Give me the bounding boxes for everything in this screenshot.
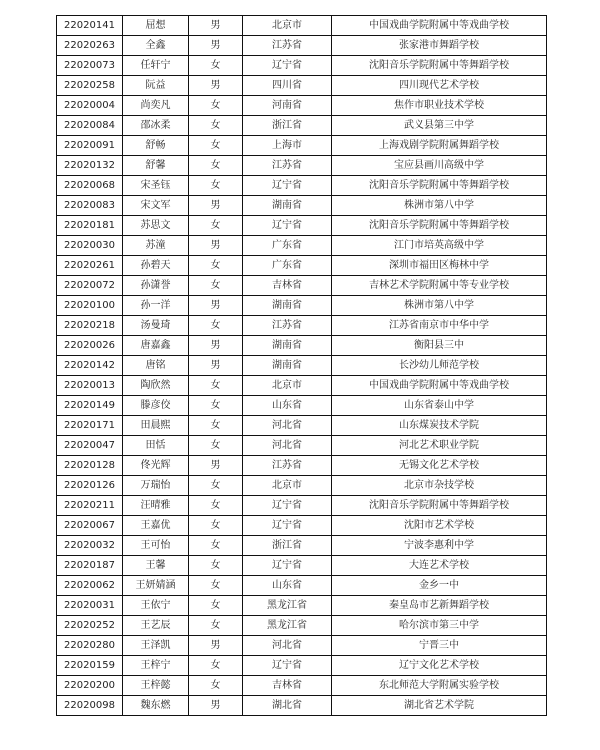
school-cell: 宁晋三中 (332, 636, 547, 656)
gender-cell: 男 (189, 456, 243, 476)
school-cell: 深圳市福田区梅林中学 (332, 256, 547, 276)
student-id-cell: 22020062 (57, 576, 123, 596)
gender-cell: 女 (189, 496, 243, 516)
student-id-cell: 22020031 (57, 596, 123, 616)
table-row (57, 56, 547, 76)
student-id-cell: 22020084 (57, 116, 123, 136)
student-id-cell: 22020004 (57, 96, 123, 116)
name-cell: 魏东燃 (123, 696, 189, 716)
name-cell: 滕彦佼 (123, 396, 189, 416)
table-row (57, 336, 547, 356)
student-id-cell: 22020261 (57, 256, 123, 276)
table-row (57, 536, 547, 556)
name-cell: 宋文军 (123, 196, 189, 216)
name-cell: 王依宁 (123, 596, 189, 616)
province-cell: 北京市 (243, 376, 332, 396)
school-cell: 四川现代艺术学校 (332, 76, 547, 96)
school-cell: 衡阳县三中 (332, 336, 547, 356)
gender-cell: 男 (189, 296, 243, 316)
student-id-cell: 22020100 (57, 296, 123, 316)
table-row (57, 516, 547, 536)
province-cell: 江苏省 (243, 456, 332, 476)
province-cell: 辽宁省 (243, 496, 332, 516)
name-cell: 陶欣然 (123, 376, 189, 396)
school-cell: 无锡文化艺术学校 (332, 456, 547, 476)
school-cell: 北京市杂技学校 (332, 476, 547, 496)
school-cell: 金乡一中 (332, 576, 547, 596)
school-cell: 秦皇岛市艺新舞蹈学校 (332, 596, 547, 616)
province-cell: 吉林省 (243, 276, 332, 296)
table-row (57, 456, 547, 476)
student-id-cell: 22020280 (57, 636, 123, 656)
school-cell: 大连艺术学校 (332, 556, 547, 576)
gender-cell: 女 (189, 396, 243, 416)
school-cell: 株洲市第八中学 (332, 196, 547, 216)
name-cell: 全鑫 (123, 36, 189, 56)
table-row (57, 156, 547, 176)
name-cell: 尚奕凡 (123, 96, 189, 116)
school-cell: 哈尔滨市第三中学 (332, 616, 547, 636)
table-row (57, 436, 547, 456)
province-cell: 辽宁省 (243, 176, 332, 196)
school-cell: 上海戏剧学院附属舞蹈学校 (332, 136, 547, 156)
student-id-cell: 22020026 (57, 336, 123, 356)
table-row (57, 116, 547, 136)
school-cell: 湖北省艺术学院 (332, 696, 547, 716)
province-cell: 上海市 (243, 136, 332, 156)
student-id-cell: 22020141 (57, 16, 123, 36)
province-cell: 河北省 (243, 416, 332, 436)
gender-cell: 女 (189, 376, 243, 396)
student-id-cell: 22020072 (57, 276, 123, 296)
school-cell: 中国戏曲学院附属中等戏曲学校 (332, 376, 547, 396)
name-cell: 王艺辰 (123, 616, 189, 636)
province-cell: 北京市 (243, 16, 332, 36)
table-row (57, 16, 547, 36)
school-cell: 辽宁文化艺术学校 (332, 656, 547, 676)
gender-cell: 男 (189, 636, 243, 656)
school-cell: 东北师范大学附属实验学校 (332, 676, 547, 696)
table-row (57, 416, 547, 436)
school-cell: 山东省泰山中学 (332, 396, 547, 416)
gender-cell: 男 (189, 336, 243, 356)
table-row (57, 496, 547, 516)
name-cell: 屈想 (123, 16, 189, 36)
province-cell: 河南省 (243, 96, 332, 116)
gender-cell: 女 (189, 536, 243, 556)
student-id-cell: 22020083 (57, 196, 123, 216)
student-id-cell: 22020098 (57, 696, 123, 716)
province-cell: 湖南省 (243, 336, 332, 356)
school-cell: 焦作市职业技术学校 (332, 96, 547, 116)
gender-cell: 女 (189, 556, 243, 576)
gender-cell: 男 (189, 36, 243, 56)
school-cell: 沈阳音乐学院附属中等舞蹈学校 (332, 496, 547, 516)
table-row (57, 216, 547, 236)
gender-cell: 女 (189, 216, 243, 236)
school-cell: 河北艺术职业学院 (332, 436, 547, 456)
gender-cell: 女 (189, 596, 243, 616)
school-cell: 沈阳音乐学院附属中等舞蹈学校 (332, 216, 547, 236)
gender-cell: 女 (189, 436, 243, 456)
school-cell: 江门市培英高级中学 (332, 236, 547, 256)
name-cell: 舒馨 (123, 156, 189, 176)
gender-cell: 女 (189, 476, 243, 496)
name-cell: 苏思文 (123, 216, 189, 236)
table-row (57, 276, 547, 296)
school-cell: 沈阳音乐学院附属中等舞蹈学校 (332, 56, 547, 76)
province-cell: 江苏省 (243, 36, 332, 56)
student-id-cell: 22020013 (57, 376, 123, 396)
province-cell: 湖北省 (243, 696, 332, 716)
gender-cell: 女 (189, 96, 243, 116)
name-cell: 万瑞怡 (123, 476, 189, 496)
province-cell: 四川省 (243, 76, 332, 96)
school-cell: 沈阳市艺术学校 (332, 516, 547, 536)
school-cell: 宝应县画川高级中学 (332, 156, 547, 176)
table-row (57, 176, 547, 196)
student-id-cell: 22020091 (57, 136, 123, 156)
name-cell: 王馨 (123, 556, 189, 576)
table-row (57, 636, 547, 656)
province-cell: 浙江省 (243, 116, 332, 136)
name-cell: 孙碧天 (123, 256, 189, 276)
province-cell: 吉林省 (243, 676, 332, 696)
table-row (57, 396, 547, 416)
table-row (57, 76, 547, 96)
gender-cell: 女 (189, 416, 243, 436)
school-cell: 张家港市舞蹈学校 (332, 36, 547, 56)
school-cell: 宁波李惠利中学 (332, 536, 547, 556)
table-row (57, 196, 547, 216)
student-id-cell: 22020263 (57, 36, 123, 56)
name-cell: 王嘉优 (123, 516, 189, 536)
province-cell: 北京市 (243, 476, 332, 496)
province-cell: 江苏省 (243, 156, 332, 176)
student-id-cell: 22020073 (57, 56, 123, 76)
province-cell: 辽宁省 (243, 216, 332, 236)
student-id-cell: 22020159 (57, 656, 123, 676)
name-cell: 宋圣钰 (123, 176, 189, 196)
student-id-cell: 22020128 (57, 456, 123, 476)
gender-cell: 男 (189, 76, 243, 96)
school-cell: 长沙幼儿师范学校 (332, 356, 547, 376)
name-cell: 田恬 (123, 436, 189, 456)
province-cell: 河北省 (243, 436, 332, 456)
province-cell: 黑龙江省 (243, 616, 332, 636)
table-row (57, 376, 547, 396)
name-cell: 汪晴雅 (123, 496, 189, 516)
name-cell: 苏潼 (123, 236, 189, 256)
name-cell: 汤曼琦 (123, 316, 189, 336)
student-id-cell: 22020067 (57, 516, 123, 536)
table-row (57, 356, 547, 376)
table-row (57, 36, 547, 56)
table-row (57, 316, 547, 336)
name-cell: 王妍婧涵 (123, 576, 189, 596)
province-cell: 江苏省 (243, 316, 332, 336)
name-cell: 任轩宁 (123, 56, 189, 76)
student-id-cell: 22020126 (57, 476, 123, 496)
name-cell: 王梓懿 (123, 676, 189, 696)
gender-cell: 男 (189, 196, 243, 216)
province-cell: 辽宁省 (243, 556, 332, 576)
gender-cell: 女 (189, 276, 243, 296)
province-cell: 山东省 (243, 396, 332, 416)
table-row (57, 656, 547, 676)
province-cell: 广东省 (243, 236, 332, 256)
province-cell: 辽宁省 (243, 656, 332, 676)
name-cell: 唐铭 (123, 356, 189, 376)
school-cell: 株洲市第八中学 (332, 296, 547, 316)
student-id-cell: 22020252 (57, 616, 123, 636)
name-cell: 邵冰柔 (123, 116, 189, 136)
gender-cell: 女 (189, 616, 243, 636)
gender-cell: 女 (189, 516, 243, 536)
table-row (57, 556, 547, 576)
province-cell: 辽宁省 (243, 56, 332, 76)
table-row (57, 256, 547, 276)
table-row (57, 136, 547, 156)
province-cell: 河北省 (243, 636, 332, 656)
gender-cell: 男 (189, 696, 243, 716)
province-cell: 湖南省 (243, 196, 332, 216)
school-cell: 山东煤炭技术学院 (332, 416, 547, 436)
table-row (57, 696, 547, 716)
gender-cell: 男 (189, 356, 243, 376)
student-id-cell: 22020171 (57, 416, 123, 436)
table-row (57, 236, 547, 256)
student-id-cell: 22020032 (57, 536, 123, 556)
province-cell: 湖南省 (243, 296, 332, 316)
student-id-cell: 22020258 (57, 76, 123, 96)
table-row (57, 676, 547, 696)
student-id-cell: 22020142 (57, 356, 123, 376)
gender-cell: 女 (189, 136, 243, 156)
gender-cell: 女 (189, 176, 243, 196)
gender-cell: 女 (189, 676, 243, 696)
school-cell: 吉林艺术学院附属中等专业学校 (332, 276, 547, 296)
gender-cell: 男 (189, 16, 243, 36)
student-id-cell: 22020149 (57, 396, 123, 416)
student-id-cell: 22020218 (57, 316, 123, 336)
student-id-cell: 22020200 (57, 676, 123, 696)
gender-cell: 女 (189, 116, 243, 136)
student-list-table (56, 15, 547, 716)
gender-cell: 女 (189, 316, 243, 336)
table-row (57, 96, 547, 116)
name-cell: 舒畅 (123, 136, 189, 156)
table-row (57, 596, 547, 616)
table-body (57, 16, 547, 716)
name-cell: 唐嘉鑫 (123, 336, 189, 356)
table-row (57, 576, 547, 596)
gender-cell: 女 (189, 256, 243, 276)
student-id-cell: 22020211 (57, 496, 123, 516)
province-cell: 山东省 (243, 576, 332, 596)
name-cell: 王梓宁 (123, 656, 189, 676)
student-id-cell: 22020132 (57, 156, 123, 176)
school-cell: 中国戏曲学院附属中等戏曲学校 (332, 16, 547, 36)
province-cell: 湖南省 (243, 356, 332, 376)
name-cell: 田晨熙 (123, 416, 189, 436)
student-id-cell: 22020047 (57, 436, 123, 456)
province-cell: 广东省 (243, 256, 332, 276)
province-cell: 辽宁省 (243, 516, 332, 536)
student-id-cell: 22020068 (57, 176, 123, 196)
school-cell: 沈阳音乐学院附属中等舞蹈学校 (332, 176, 547, 196)
name-cell: 王泽凯 (123, 636, 189, 656)
student-id-cell: 22020030 (57, 236, 123, 256)
school-cell: 武义县第三中学 (332, 116, 547, 136)
province-cell: 黑龙江省 (243, 596, 332, 616)
gender-cell: 女 (189, 656, 243, 676)
table-row (57, 296, 547, 316)
name-cell: 佟光辉 (123, 456, 189, 476)
name-cell: 孙一洋 (123, 296, 189, 316)
name-cell: 王可怡 (123, 536, 189, 556)
province-cell: 浙江省 (243, 536, 332, 556)
table-row (57, 616, 547, 636)
gender-cell: 女 (189, 576, 243, 596)
school-cell: 江苏省南京市中华中学 (332, 316, 547, 336)
table-row (57, 476, 547, 496)
name-cell: 阮益 (123, 76, 189, 96)
gender-cell: 女 (189, 56, 243, 76)
gender-cell: 男 (189, 236, 243, 256)
gender-cell: 女 (189, 156, 243, 176)
student-id-cell: 22020187 (57, 556, 123, 576)
student-id-cell: 22020181 (57, 216, 123, 236)
name-cell: 孙潇誉 (123, 276, 189, 296)
